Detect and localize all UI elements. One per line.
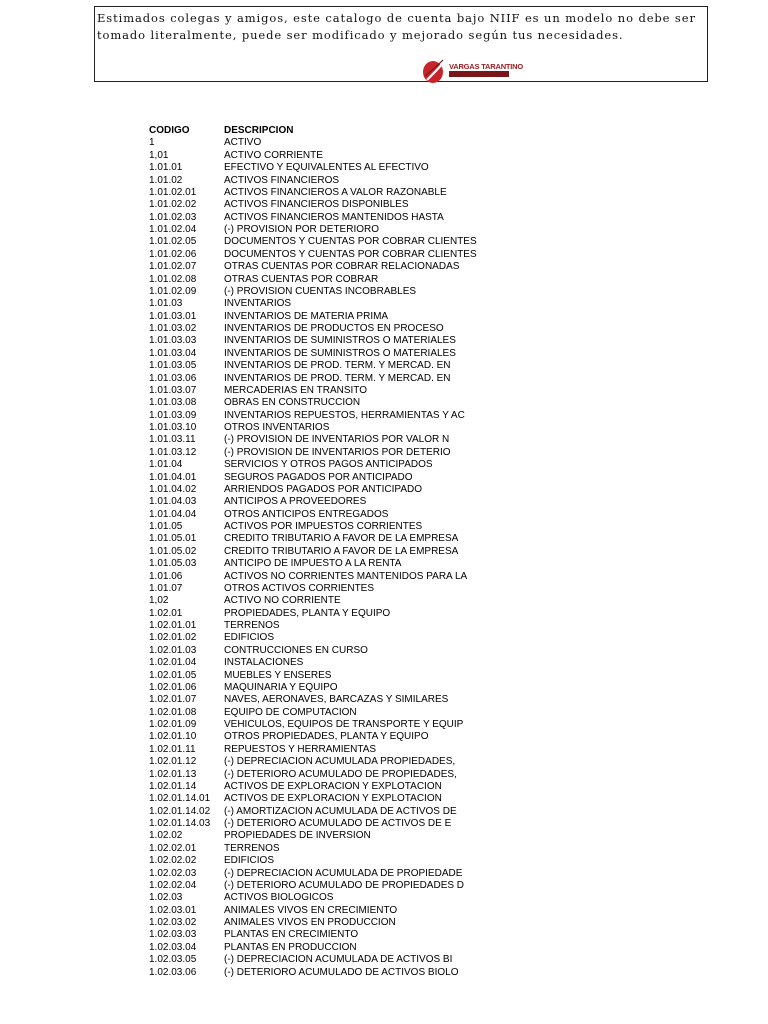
account-code: 1.01.03 bbox=[149, 298, 183, 310]
table-row bbox=[149, 533, 589, 545]
table-row bbox=[149, 583, 589, 595]
account-description: (-) DEPRECIACION ACUMULADA PROPIEDADES, bbox=[224, 756, 456, 768]
account-description: SERVICIOS Y OTROS PAGOS ANTICIPADOS bbox=[224, 459, 433, 471]
company-logo bbox=[421, 58, 524, 85]
table-row bbox=[149, 348, 589, 360]
account-description: PLANTAS EN PRODUCCION bbox=[224, 941, 357, 953]
table-row bbox=[149, 719, 589, 731]
table-row bbox=[149, 459, 589, 471]
table-row bbox=[149, 150, 589, 162]
account-description: MUEBLES Y ENSERES bbox=[224, 669, 332, 681]
table-row bbox=[149, 806, 589, 818]
table-row bbox=[149, 781, 589, 793]
column-header-code: CODIGO bbox=[149, 125, 190, 136]
table-row bbox=[149, 509, 589, 521]
account-description: (-) PROVISION CUENTAS INCOBRABLES bbox=[224, 285, 417, 297]
notice-box bbox=[94, 6, 708, 82]
account-description: OTROS ANTICIPOS ENTREGADOS bbox=[224, 508, 389, 520]
account-description: INVENTARIOS DE PROD. TERM. Y MERCAD. EN bbox=[224, 372, 451, 384]
table-row bbox=[149, 793, 589, 805]
table-row bbox=[149, 880, 589, 892]
account-code: 1.01.05 bbox=[149, 521, 183, 532]
table-row bbox=[149, 905, 589, 917]
table-row bbox=[149, 137, 589, 149]
table-row bbox=[149, 360, 589, 372]
table-row bbox=[149, 769, 589, 781]
account-description: EFECTIVO Y EQUIVALENTES AL EFECTIVO bbox=[224, 162, 429, 174]
logo-text: VARGAS TARANTINO bbox=[449, 62, 524, 71]
account-description: ANTICIPO DE IMPUESTO A LA RENTA bbox=[224, 558, 402, 570]
account-description: INSTALACIONES bbox=[224, 657, 304, 669]
account-description: CONTRUCCIONES EN CURSO bbox=[224, 644, 368, 656]
account-description: MERCADERIAS EN TRANSITO bbox=[224, 384, 367, 396]
account-description: NAVES, AERONAVES, BARCAZAS Y SIMILARES bbox=[224, 694, 449, 706]
table-row bbox=[149, 657, 589, 669]
account-code: 1.01.03.12 bbox=[149, 446, 197, 458]
account-code: 1.01.04.04 bbox=[149, 508, 197, 520]
account-code: 1.02.02.02 bbox=[149, 855, 197, 867]
account-description: ACTIVOS NO CORRIENTES MANTENIDOS PARA LA bbox=[224, 570, 468, 582]
account-code: 1.01.02.07 bbox=[149, 261, 197, 273]
account-description: ANIMALES VIVOS EN PRODUCCION bbox=[224, 917, 396, 928]
table-row bbox=[149, 670, 589, 682]
account-code: 1.01.07 bbox=[149, 582, 183, 594]
table-row bbox=[149, 694, 589, 706]
account-description: TERRENOS bbox=[224, 842, 280, 854]
account-description: ACTIVOS DE EXPLORACION Y EXPLOTACION bbox=[224, 793, 442, 805]
account-code: 1,01 bbox=[149, 149, 169, 161]
account-description: ACTIVOS BIOLOGICOS bbox=[224, 892, 334, 904]
table-row bbox=[149, 484, 589, 496]
account-description: TERRENOS bbox=[224, 620, 280, 631]
table-row bbox=[149, 397, 589, 409]
column-header-description: DESCRIPCION bbox=[224, 125, 294, 136]
account-code: 1.01.03.03 bbox=[149, 335, 197, 347]
account-description: CREDITO TRIBUTARIO A FAVOR DE LA EMPRESA bbox=[224, 545, 459, 557]
table-row bbox=[149, 595, 589, 607]
table-row bbox=[149, 199, 589, 211]
table-row bbox=[149, 954, 589, 966]
account-code: 1.02.01 bbox=[149, 607, 183, 619]
account-code: 1.01.03.02 bbox=[149, 323, 197, 334]
account-code: 1.02.01.14.03 bbox=[149, 818, 211, 829]
account-description: INVENTARIOS DE MATERIA PRIMA bbox=[224, 310, 389, 322]
account-code: 1.01.03.05 bbox=[149, 360, 197, 372]
account-description: ACTIVOS FINANCIEROS bbox=[224, 174, 340, 186]
account-code: 1.02.01.02 bbox=[149, 632, 197, 644]
account-description: PROPIEDADES, PLANTA Y EQUIPO bbox=[224, 607, 391, 619]
account-code: 1.02.03.01 bbox=[149, 904, 197, 916]
table-row bbox=[149, 434, 589, 446]
logo-emblem-icon bbox=[421, 58, 447, 85]
table-row bbox=[149, 620, 589, 632]
account-description: DOCUMENTOS Y CUENTAS POR COBRAR CLIENTES bbox=[224, 236, 477, 248]
table-row bbox=[149, 162, 589, 174]
table-row bbox=[149, 558, 589, 570]
account-code: 1.01.03.09 bbox=[149, 409, 197, 421]
table-row bbox=[149, 385, 589, 397]
table-row bbox=[149, 224, 589, 236]
account-description: ARRIENDOS PAGADOS POR ANTICIPADO bbox=[224, 483, 422, 495]
table-row bbox=[149, 731, 589, 743]
table-row bbox=[149, 175, 589, 187]
account-code: 1.02.01.11 bbox=[149, 743, 196, 755]
table-row bbox=[149, 274, 589, 286]
account-description: EQUIPO DE COMPUTACION bbox=[224, 706, 357, 718]
table-row bbox=[149, 521, 589, 533]
table-row bbox=[149, 212, 589, 224]
table-row bbox=[149, 335, 589, 347]
account-code: 1.02.03.04 bbox=[149, 941, 197, 953]
table-row bbox=[149, 472, 589, 484]
table-row bbox=[149, 496, 589, 508]
account-code: 1.02.01.05 bbox=[149, 669, 197, 681]
table-row bbox=[149, 447, 589, 459]
account-code: 1.01.02.04 bbox=[149, 224, 197, 235]
account-description: (-) DEPRECIACION ACUMULADA DE ACTIVOS BI bbox=[224, 954, 453, 966]
table-row bbox=[149, 323, 589, 335]
account-code: 1.01.02.02 bbox=[149, 199, 197, 211]
account-description: OTRAS CUENTAS POR COBRAR bbox=[224, 273, 379, 285]
account-description: ACTIVOS POR IMPUESTOS CORRIENTES bbox=[224, 521, 423, 532]
account-code: 1.02.01.14 bbox=[149, 780, 197, 792]
account-description: OTROS PROPIEDADES, PLANTA Y EQUIPO bbox=[224, 731, 429, 743]
account-description: CREDITO TRIBUTARIO A FAVOR DE LA EMPRESA bbox=[224, 533, 459, 545]
account-description: ANTICIPOS A PROVEEDORES bbox=[224, 496, 367, 508]
account-description: (-) AMORTIZACION ACUMULADA DE ACTIVOS DE bbox=[224, 805, 457, 817]
account-code: 1 bbox=[149, 137, 155, 149]
account-code: 1.01.06 bbox=[149, 570, 183, 582]
table-row bbox=[149, 373, 589, 385]
account-code: 1.01.02.06 bbox=[149, 248, 197, 260]
account-code: 1.01.03.11 bbox=[149, 434, 196, 446]
table-row bbox=[149, 967, 589, 979]
account-code: 1.01.03.07 bbox=[149, 384, 197, 396]
account-code: 1.01.03.04 bbox=[149, 347, 197, 359]
table-row bbox=[149, 298, 589, 310]
account-code: 1.01.02.03 bbox=[149, 211, 197, 223]
account-code: 1.01.04.01 bbox=[149, 471, 197, 483]
account-code: 1.01.01 bbox=[149, 162, 183, 174]
table-row bbox=[149, 942, 589, 954]
account-code: 1.02.03.02 bbox=[149, 917, 197, 928]
table-row bbox=[149, 818, 589, 830]
table-row bbox=[149, 892, 589, 904]
account-code: 1.01.04 bbox=[149, 459, 183, 471]
table-row bbox=[149, 682, 589, 694]
account-description: VEHICULOS, EQUIPOS DE TRANSPORTE Y EQUIP bbox=[224, 719, 464, 730]
account-code: 1.01.02 bbox=[149, 174, 183, 186]
table-row bbox=[149, 744, 589, 756]
account-description: INVENTARIOS DE PROD. TERM. Y MERCAD. EN bbox=[224, 360, 451, 372]
account-description: ACTIVOS DE EXPLORACION Y EXPLOTACION bbox=[224, 780, 442, 792]
account-description: ACTIVO bbox=[224, 137, 262, 149]
account-description: INVENTARIOS DE SUMINISTROS O MATERIALES bbox=[224, 335, 456, 347]
account-description: OTROS INVENTARIOS bbox=[224, 422, 330, 433]
account-code: 1.01.03.10 bbox=[149, 422, 197, 433]
account-description: (-) DETERIORO ACUMULADO DE ACTIVOS BIOLO bbox=[224, 966, 459, 978]
account-code: 1.02.03.03 bbox=[149, 929, 197, 941]
account-description: INVENTARIOS DE SUMINISTROS O MATERIALES bbox=[224, 347, 456, 359]
account-description: (-) PROVISION DE INVENTARIOS POR DETERIO bbox=[224, 446, 451, 458]
account-description: ACTIVO NO CORRIENTE bbox=[224, 595, 341, 607]
table-row bbox=[149, 571, 589, 583]
account-code: 1.02.02.01 bbox=[149, 842, 197, 854]
account-description: SEGUROS PAGADOS POR ANTICIPADO bbox=[224, 471, 413, 483]
table-header bbox=[149, 125, 589, 137]
account-catalog-table bbox=[149, 125, 589, 979]
account-description: EDIFICIOS bbox=[224, 632, 275, 644]
logo-subbar bbox=[449, 71, 509, 77]
account-code: 1.02.01.06 bbox=[149, 681, 197, 693]
account-code: 1.02.02.04 bbox=[149, 879, 197, 891]
table-row bbox=[149, 868, 589, 880]
account-description: REPUESTOS Y HERRAMIENTAS bbox=[224, 743, 377, 755]
account-description: (-) PROVISION POR DETERIORO bbox=[224, 224, 380, 235]
table-row bbox=[149, 187, 589, 199]
account-code: 1.02.01.04 bbox=[149, 657, 197, 669]
account-code: 1.02.03.06 bbox=[149, 966, 197, 978]
table-row bbox=[149, 311, 589, 323]
account-description: OTRAS CUENTAS POR COBRAR RELACIONADAS bbox=[224, 261, 460, 273]
account-code: 1.01.05.02 bbox=[149, 545, 197, 557]
table-row bbox=[149, 843, 589, 855]
table-row bbox=[149, 645, 589, 657]
account-code: 1.02.01.01 bbox=[149, 620, 197, 631]
account-code: 1.01.04.03 bbox=[149, 496, 197, 508]
table-row bbox=[149, 830, 589, 842]
table-row bbox=[149, 286, 589, 298]
account-code: 1.01.04.02 bbox=[149, 483, 197, 495]
account-code: 1.02.01.08 bbox=[149, 706, 197, 718]
account-code: 1.01.02.01 bbox=[149, 186, 197, 198]
table-row bbox=[149, 632, 589, 644]
account-code: 1.01.05.03 bbox=[149, 558, 197, 570]
account-description: ACTIVOS FINANCIEROS MANTENIDOS HASTA bbox=[224, 211, 444, 223]
account-description: OTROS ACTIVOS CORRIENTES bbox=[224, 582, 375, 594]
account-code: 1.02.01.07 bbox=[149, 694, 197, 706]
account-code: 1.02.02 bbox=[149, 830, 183, 842]
account-description: EDIFICIOS bbox=[224, 855, 275, 867]
table-row bbox=[149, 410, 589, 422]
account-description: MAQUINARIA Y EQUIPO bbox=[224, 681, 338, 693]
account-code: 1.02.01.14.01 bbox=[149, 793, 211, 805]
account-description: INVENTARIOS REPUESTOS, HERRAMIENTAS Y AC bbox=[224, 409, 465, 421]
account-code: 1.01.02.09 bbox=[149, 285, 197, 297]
account-code: 1.01.02.08 bbox=[149, 273, 197, 285]
account-code: 1.02.01.03 bbox=[149, 644, 197, 656]
account-description: (-) DEPRECIACION ACUMULADA DE PROPIEDADE bbox=[224, 867, 463, 879]
account-description: DOCUMENTOS Y CUENTAS POR COBRAR CLIENTES bbox=[224, 248, 477, 260]
account-code: 1.01.05.01 bbox=[149, 533, 197, 545]
account-description: INVENTARIOS bbox=[224, 298, 292, 310]
notice-text: Estimados colegas y amigos, este catalogo de cuenta bajo NIIF es un modelo no debe ser tomado literalmente, puede ser modificado y mejorado según tus necesidades. bbox=[97, 11, 696, 42]
account-description: (-) DETERIORO ACUMULADO DE PROPIEDADES, bbox=[224, 768, 457, 780]
account-code: 1.02.03 bbox=[149, 892, 183, 904]
account-description: OBRAS EN CONSTRUCCION bbox=[224, 397, 361, 409]
account-description: INVENTARIOS DE PRODUCTOS EN PROCESO bbox=[224, 323, 444, 334]
account-code: 1.02.01.10 bbox=[149, 731, 197, 743]
account-description: ACTIVOS FINANCIEROS A VALOR RAZONABLE bbox=[224, 186, 447, 198]
account-code: 1.02.02.03 bbox=[149, 867, 197, 879]
table-row bbox=[149, 261, 589, 273]
table-row bbox=[149, 917, 589, 929]
account-description: ANIMALES VIVOS EN CRECIMIENTO bbox=[224, 904, 398, 916]
account-code: 1.01.03.01 bbox=[149, 310, 197, 322]
account-code: 1.02.01.09 bbox=[149, 719, 197, 730]
table-row bbox=[149, 608, 589, 620]
account-description: (-) PROVISION DE INVENTARIOS POR VALOR N bbox=[224, 434, 450, 446]
table-row bbox=[149, 929, 589, 941]
account-description: ACTIVOS FINANCIEROS DISPONIBLES bbox=[224, 199, 409, 211]
account-code: 1.02.01.13 bbox=[149, 768, 197, 780]
account-code: 1.01.03.06 bbox=[149, 372, 197, 384]
account-description: (-) DETERIORO ACUMULADO DE PROPIEDADES D bbox=[224, 879, 465, 891]
table-row bbox=[149, 546, 589, 558]
table-row bbox=[149, 756, 589, 768]
account-description: PLANTAS EN CRECIMIENTO bbox=[224, 929, 359, 941]
account-description: ACTIVO CORRIENTE bbox=[224, 149, 323, 161]
account-code: 1.01.03.08 bbox=[149, 397, 197, 409]
account-code: 1.02.03.05 bbox=[149, 954, 197, 966]
account-code: 1.01.02.05 bbox=[149, 236, 197, 248]
table-row bbox=[149, 236, 589, 248]
table-row bbox=[149, 707, 589, 719]
account-code: 1.02.01.12 bbox=[149, 756, 197, 768]
account-code: 1,02 bbox=[149, 595, 169, 607]
account-code: 1.02.01.14.02 bbox=[149, 805, 211, 817]
account-description: (-) DETERIORO ACUMULADO DE ACTIVOS DE E bbox=[224, 818, 452, 829]
table-row bbox=[149, 249, 589, 261]
table-row bbox=[149, 422, 589, 434]
table-row bbox=[149, 855, 589, 867]
account-description: PROPIEDADES DE INVERSION bbox=[224, 830, 371, 842]
